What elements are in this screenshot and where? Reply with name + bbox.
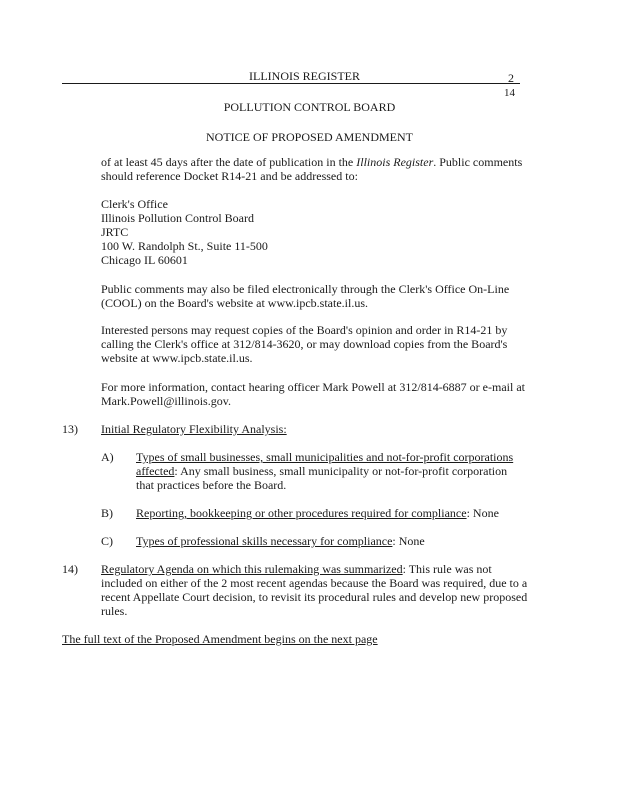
intro-line-1 <box>101 155 522 169</box>
address-line: Chicago IL 60601 <box>101 253 188 267</box>
paragraph-line: website at www.ipcb.state.il.us. <box>101 351 253 365</box>
notice-title: NOTICE OF PROPOSED AMENDMENT <box>205 130 414 144</box>
agency-name: POLLUTION CONTROL BOARD <box>223 100 396 114</box>
section-13-number: 13) <box>62 422 78 436</box>
section-14-number: 14) <box>62 562 78 576</box>
intro-text-c: . Public comments <box>433 155 523 169</box>
illinois-register-title: Illinois Register <box>356 155 434 169</box>
paragraph-line: Mark.Powell@illinois.gov. <box>101 394 231 408</box>
item-a-rest: : Any small business, small municipality or not-for-profit corporation <box>174 464 508 478</box>
item-b-line <box>136 506 499 520</box>
full-text-notice: The full text of the Proposed Amendment begins on the next page <box>62 632 378 646</box>
item-c-label: C) <box>101 534 113 548</box>
section-14-line: rules. <box>101 604 128 618</box>
item-a-line-3: that practices before the Board. <box>136 478 287 492</box>
item-a-heading-line-1: Types of small businesses, small municipalities and not-for-profit corporations <box>136 450 514 464</box>
register-title: ILLINOIS REGISTER <box>245 69 364 83</box>
issue-number: 14 <box>504 87 515 99</box>
paragraph-line: calling the Clerk's office at 312/814-3620, or may download copies from the Board's <box>101 337 508 351</box>
address-line: 100 W. Randolph St., Suite 11-500 <box>101 239 268 253</box>
section-14-heading: Regulatory Agenda on which this rulemaking was summarized <box>101 562 403 576</box>
paragraph-line: For more information, contact hearing officer Mark Powell at 312/814-6887 or e-mail at <box>101 380 525 394</box>
section-13-title: Initial Regulatory Flexibility Analysis: <box>101 422 287 436</box>
paragraph-line: (COOL) on the Board's website at www.ipcb.state.il.us. <box>101 296 368 310</box>
section-14-line-1 <box>101 562 492 576</box>
intro-text-a: of at least 45 days after the date of publication in the <box>101 155 357 169</box>
item-a-heading-line-2: affected <box>136 464 175 478</box>
item-c-line <box>136 534 425 548</box>
section-14-line: included on either of the 2 most recent agendas because the Board was required, due to a <box>101 576 528 590</box>
item-a-line-2 <box>136 464 507 478</box>
paragraph-line: Public comments may also be filed electronically through the Clerk's Office On-Line <box>101 282 510 296</box>
page-number: 2 <box>508 71 514 85</box>
address-line: Illinois Pollution Control Board <box>101 211 255 225</box>
item-b-heading: Reporting, bookkeeping or other procedures required for compliance <box>136 506 467 520</box>
address-line: Clerk's Office <box>101 197 168 211</box>
item-c-heading: Types of professional skills necessary for compliance <box>136 534 393 548</box>
intro-line-2: should reference Docket R14-21 and be addressed to: <box>101 169 358 183</box>
item-b-label: B) <box>101 506 113 520</box>
item-a-label: A) <box>101 450 114 464</box>
section-14-rest: : This rule was not <box>402 562 492 576</box>
address-line: JRTC <box>101 225 129 239</box>
item-c-rest: : None <box>392 534 425 548</box>
header-rule <box>62 83 520 84</box>
item-b-rest: : None <box>466 506 499 520</box>
paragraph-line: Interested persons may request copies of the Board's opinion and order in R14-21 by <box>101 323 508 337</box>
section-14-line: recent Appellate Court decision, to revisit its procedural rules and develop new proposed <box>101 590 528 604</box>
